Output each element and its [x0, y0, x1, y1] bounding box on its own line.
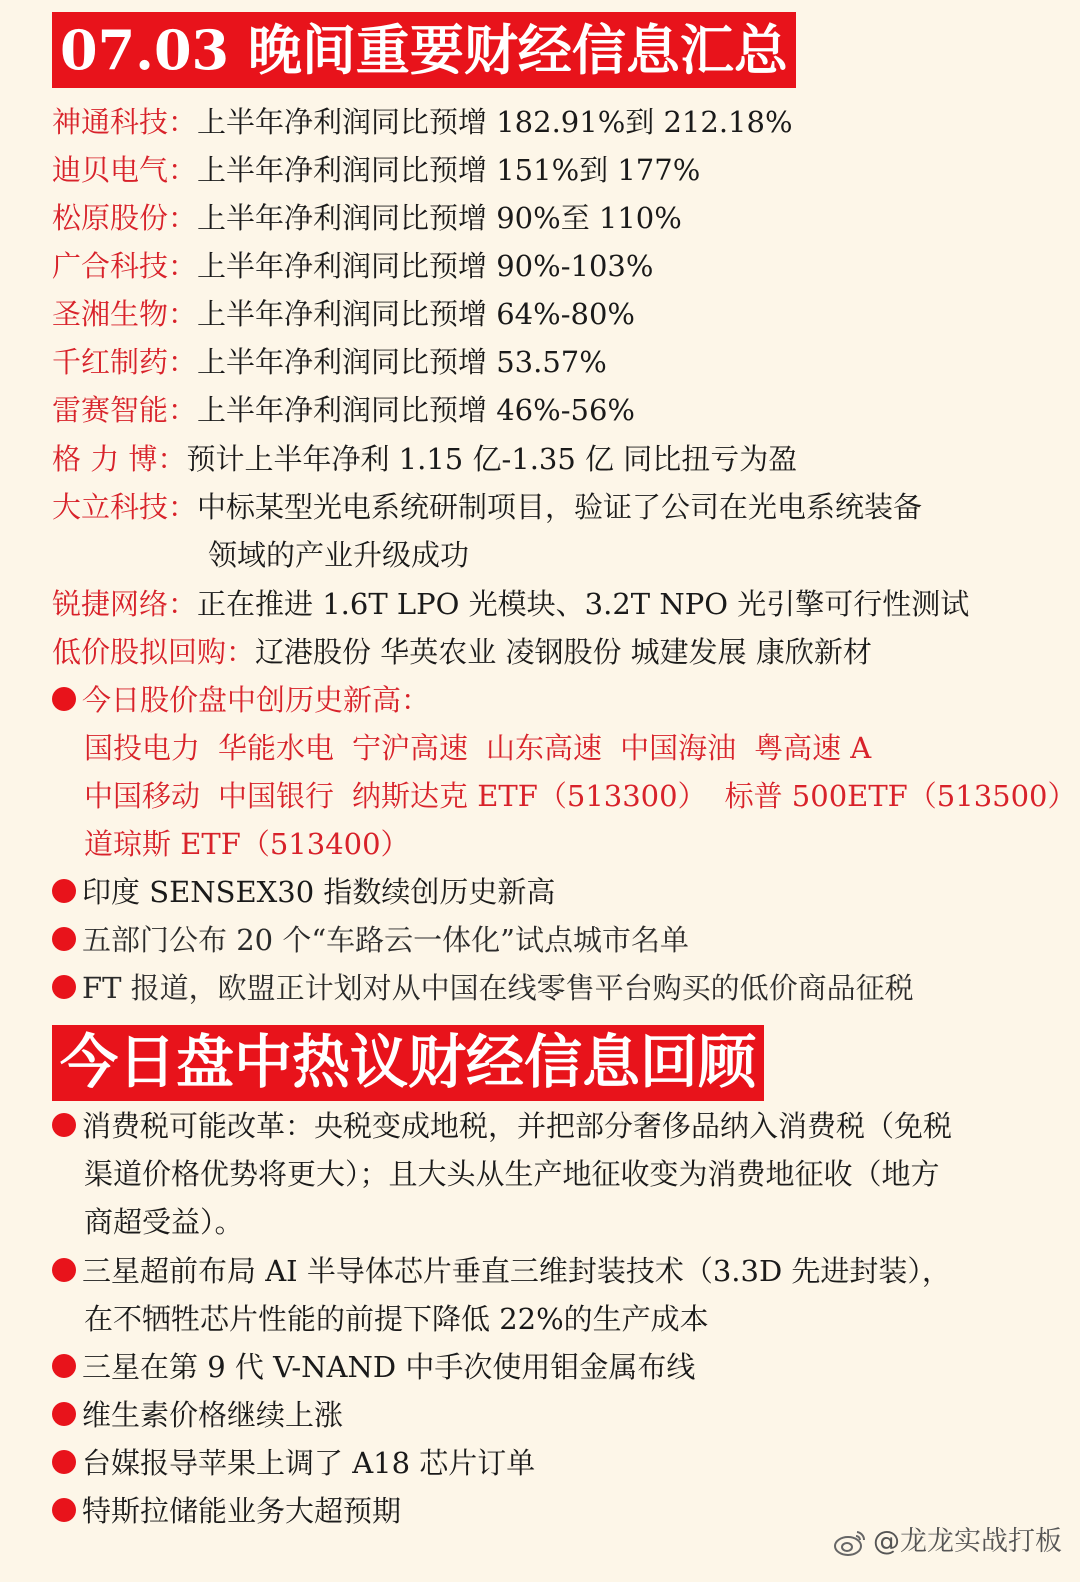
list-item [52, 242, 653, 290]
item-text: 上半年净利润同比预增 151%到 177% [197, 153, 701, 187]
bullet-dot [52, 687, 76, 711]
item-text: 辽港股份 华英农业 凌钢股份 城建发展 康欣新材 [255, 635, 872, 669]
stock-name: 宁沪高速 [352, 731, 469, 765]
bullet-dot [52, 879, 76, 903]
list-item [52, 386, 635, 434]
review-text: 消费税可能改革：央税变成地税，并把部分奢侈品纳入消费税（免税 [82, 1109, 953, 1143]
bullet-item [52, 868, 555, 916]
bullet-dot [52, 1113, 76, 1137]
bullet-dot [52, 1258, 76, 1282]
stock-name: 山东高速 [486, 731, 603, 765]
item-label: 雷赛智能： [52, 393, 198, 427]
review-text-cont: 商超受益）。 [84, 1205, 244, 1239]
item-text: 上半年净利润同比预增 182.91%到 212.18% [197, 105, 793, 139]
list-item [52, 580, 969, 628]
item-label: 千红制药： [52, 345, 198, 379]
review-item [52, 1102, 952, 1150]
stock-name: 标普 500ETF（513500） [724, 779, 1077, 813]
item-label: 格 力 博： [52, 442, 187, 476]
review-item [52, 1439, 535, 1487]
bullet-text: 印度 SENSEX30 指数续创历史新高 [82, 875, 556, 909]
stock-name: 道琼斯 ETF（513400） [84, 827, 410, 861]
bullet-dot [52, 1402, 76, 1426]
highs-heading: 今日股价盘中创历史新高： [82, 683, 431, 717]
stock-name: 国投电力 [84, 731, 201, 765]
item-label: 锐捷网络： [52, 587, 198, 621]
stock-name: 中国海油 [620, 731, 737, 765]
highs-line-2 [84, 772, 1080, 820]
bullet-dot [52, 1498, 76, 1522]
item-text: 中标某型光电系统研制项目，验证了公司在光电系统装备 [197, 490, 923, 524]
item-text: 上半年净利润同比预增 64%-80% [197, 297, 635, 331]
review-text: 三星超前布局 AI 半导体芯片垂直三维封装技术（3.3D 先进封装）， [82, 1254, 951, 1288]
bullet-dot [52, 927, 76, 951]
list-item [52, 338, 607, 386]
item-text: 预计上半年净利 1.15 亿-1.35 亿 同比扭亏为盈 [186, 442, 798, 476]
section-title: 今日盘中热议财经信息回顾 [52, 1025, 764, 1101]
item-text: 上半年净利润同比预增 46%-56% [197, 393, 635, 427]
list-item [52, 483, 922, 531]
bullet-dot [52, 1354, 76, 1378]
stock-name: 华能水电 [218, 731, 335, 765]
list-item [52, 628, 872, 676]
highs-line-1 [84, 724, 889, 772]
review-text-cont: 渠道价格优势将更大）；且大头从生产地征收变为消费地征收（地方 [84, 1157, 940, 1191]
review-item [52, 1487, 401, 1535]
list-item [52, 435, 797, 483]
bullet-dot [52, 975, 76, 999]
review-text: 维生素价格继续上涨 [82, 1398, 344, 1432]
bullet-item [52, 916, 689, 964]
stock-name: 纳斯达克 ETF（513300） [352, 779, 707, 813]
stock-name: 中国银行 [218, 779, 335, 813]
bullet-item [52, 964, 914, 1012]
item-label: 大立科技： [52, 490, 198, 524]
bullet-dot [52, 1450, 76, 1474]
item-label: 松原股份： [52, 201, 198, 235]
item-label: 低价股拟回购： [52, 635, 256, 669]
watermark [833, 1520, 1062, 1564]
list-item [52, 146, 700, 194]
highs-heading-row [52, 676, 430, 724]
item-text: 上半年净利润同比预增 90%至 110% [197, 201, 682, 235]
bullet-text: 五部门公布 20 个“车路云一体化”试点城市名单 [82, 923, 689, 957]
page-title: 07.03 晚间重要财经信息汇总 [52, 12, 796, 88]
item-label: 迪贝电气： [52, 153, 198, 187]
highs-line-3 [84, 820, 428, 868]
review-item [52, 1391, 343, 1439]
review-text: 台媒报导苹果上调了 A18 芯片订单 [82, 1446, 536, 1480]
item-continuation: 领域的产业升级成功 [208, 538, 470, 572]
list-item [52, 290, 635, 338]
item-label: 神通科技： [52, 105, 198, 139]
item-text: 上半年净利润同比预增 90%-103% [197, 249, 654, 283]
review-text-cont: 在不牺牲芯片性能的前提下降低 22%的生产成本 [84, 1302, 709, 1336]
bullet-text: FT 报道，欧盟正计划对从中国在线零售平台购买的低价商品征税 [82, 971, 914, 1005]
item-text: 正在推进 1.6T LPO 光模块、3.2T NPO 光引擎可行性测试 [197, 587, 970, 621]
weibo-icon [833, 1528, 867, 1558]
review-item [52, 1343, 695, 1391]
stock-name: 中国移动 [84, 779, 201, 813]
stock-name: 粤高速 A [754, 731, 872, 765]
item-text: 上半年净利润同比预增 53.57% [197, 345, 607, 379]
review-text: 特斯拉储能业务大超预期 [82, 1494, 402, 1528]
list-item [52, 194, 682, 242]
review-text: 三星在第 9 代 V-NAND 中手次使用钼金属布线 [82, 1350, 696, 1384]
watermark-text: @龙龙实战打板 [873, 1526, 1062, 1557]
item-label: 圣湘生物： [52, 297, 198, 331]
review-item [52, 1247, 951, 1295]
list-item [52, 98, 793, 146]
item-label: 广合科技： [52, 249, 198, 283]
